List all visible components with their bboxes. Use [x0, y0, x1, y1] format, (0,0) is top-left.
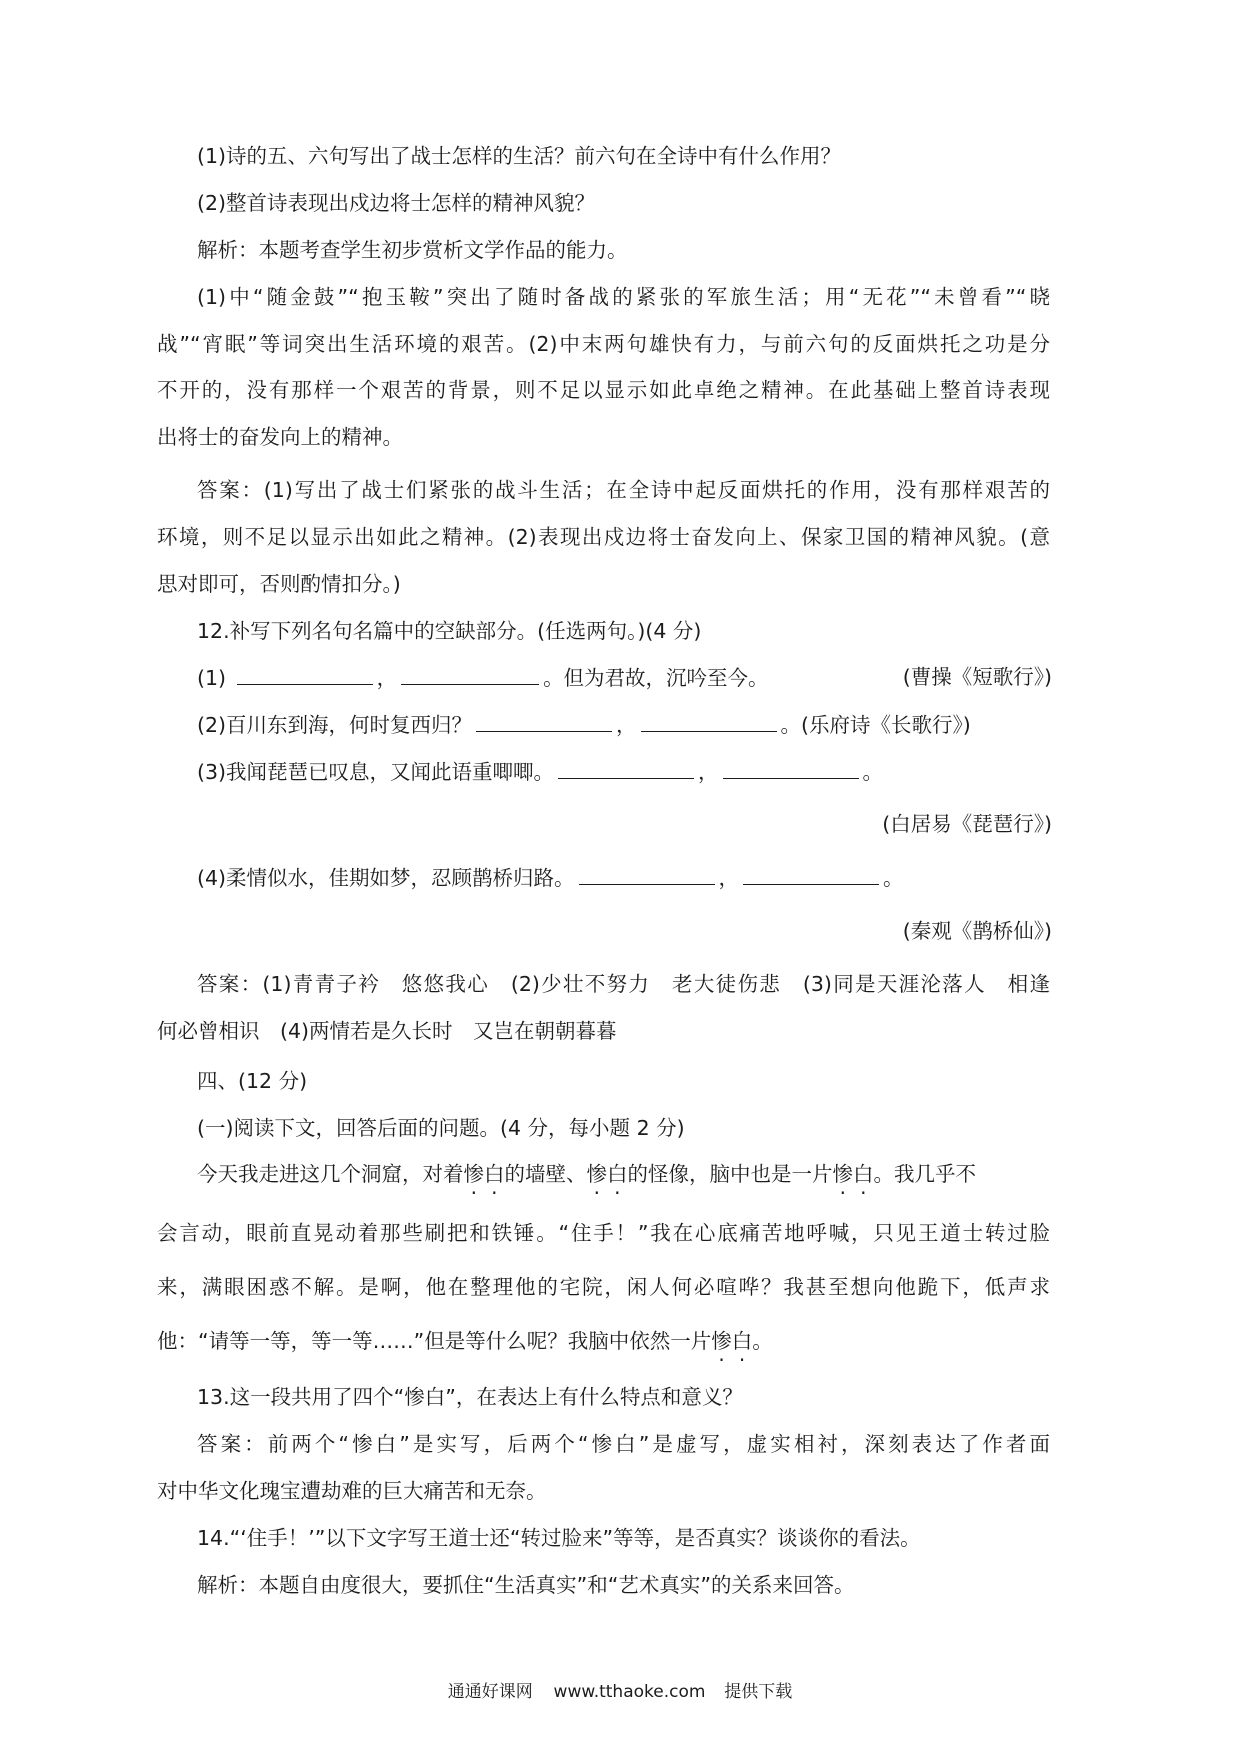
fill-blank-4-suffix: 。 — [883, 866, 904, 890]
answer-13-line-1: 答案：前两个“惨白”是实写，后两个“惨白”是虚写，虚实相衬，深刻表达了作者面 — [197, 1432, 1050, 1456]
question-12: 12.补写下列名句名篇中的空缺部分。(任选两句。)(4 分) — [197, 619, 702, 643]
analysis-label: 解析：本题考查学生初步赏析文学作品的能力。 — [197, 238, 628, 262]
passage-line-1 — [197, 1159, 1050, 1189]
analysis-line-1: (1)中“随金鼓”“抱玉鞍”突出了随时备战的紧张的军旅生活；用“无花”“未曾看”“晓 — [197, 285, 1050, 309]
passage-text: 。 — [752, 1329, 773, 1353]
emphasized-text — [464, 1159, 505, 1189]
answer-14: 解析：本题自由度很大，要抓住“生活真实”和“艺术真实”的关系来回答。 — [197, 1573, 855, 1597]
emphasized-word — [711, 1326, 752, 1356]
emphasized-text — [711, 1326, 752, 1356]
emphasis-dot-char: 白 — [853, 1162, 874, 1186]
fill-blank-1-comma: ， — [376, 666, 398, 690]
fill-blank-3-suffix: 。 — [862, 760, 884, 784]
emphasized-text — [587, 1159, 628, 1189]
emphasized-text — [833, 1159, 874, 1189]
footer-tail: 提供下载 — [724, 1682, 793, 1702]
blank-line — [723, 756, 859, 779]
answer-line-2: 环境，则不足以显示出如此之精神。(2)表现出戍边将士奋发向上、保家卫国的精神风貌。(意 — [157, 525, 1050, 549]
fill-blank-4-prefix: (4)柔情似水，佳期如梦，忍顾鹊桥归路。 — [197, 866, 575, 890]
fill-blank-2-comma: ， — [616, 713, 637, 737]
question-1: (1)诗的五、六句写出了战士怎样的生活？前六句在全诗中有什么作用？ — [197, 144, 842, 168]
passage-text: 。我几乎不 — [873, 1162, 976, 1186]
blank-line — [558, 756, 694, 779]
blank-line — [743, 862, 879, 885]
passage-text: 的墙壁、 — [504, 1162, 587, 1186]
fill-blank-3-prefix: (3)我闻琵琶已叹息，又闻此语重唧唧。 — [197, 760, 555, 784]
passage-text: 的怪像，脑中也是一片 — [627, 1162, 833, 1186]
blank-line — [476, 709, 612, 732]
fill-blank-1-source: (曹操《短歌行》) — [902, 665, 1052, 689]
blank-line — [641, 709, 777, 732]
passage-line-3: 来，满眼困惑不解。是啊，他在整理他的宅院，闲人何必喧哗？我甚至想向他跪下，低声求 — [157, 1275, 1050, 1299]
question-14: 14.“‘住手！’”以下文字写王道士还“转过脸来”等等，是否真实？谈谈你的看法。 — [197, 1526, 921, 1550]
emphasis-dot-char: 惨 — [711, 1329, 732, 1353]
emphasis-dot-char: 惨 — [463, 1162, 484, 1186]
footer-url[interactable]: www.tthaoke.com — [553, 1682, 706, 1702]
blank-line — [401, 662, 539, 685]
fill-blank-2-prefix: (2)百川东到海，何时复西归？ — [197, 713, 473, 737]
passage-text: 他：“请等一等，等一等……”但是等什么呢？我脑中依然一片 — [157, 1329, 712, 1353]
section-4-part-1: (一)阅读下文，回答后面的问题。(4 分，每小题 2 分) — [197, 1116, 685, 1140]
emphasized-word — [833, 1159, 874, 1189]
analysis-line-4: 出将士的奋发向上的精神。 — [157, 425, 403, 449]
fill-blank-4-source: (秦观《鹊桥仙》) — [902, 919, 1052, 943]
fill-blank-1-prefix: (1) — [197, 666, 233, 690]
fill-blank-1-suffix: 。但为君故，沉吟至今。 — [543, 666, 769, 690]
section-4-heading: 四、(12 分) — [197, 1069, 308, 1093]
passage-line-2: 会言动，眼前直晃动着那些刷把和铁锤。“住手！”我在心底痛苦地呼喊，只见王道士转过脸 — [157, 1221, 1050, 1245]
fill-blank-4-comma: ， — [718, 866, 740, 890]
fill-blank-1 — [197, 662, 769, 693]
answer-12-line-2: 何必曾相识 (4)两情若是久长时 又岂在朝朝暮暮 — [157, 1019, 617, 1043]
analysis-line-2: 战”“宵眠”等词突出生活环境的艰苦。(2)中末两句雄快有力，与前六句的反面烘托之功是分 — [157, 332, 1050, 356]
emphasized-word — [587, 1159, 628, 1189]
question-2: (2)整首诗表现出戍边将士怎样的精神风貌？ — [197, 191, 596, 215]
emphasis-dot-char: 白 — [484, 1162, 505, 1186]
fill-blank-3-source: (白居易《琵琶行》) — [882, 812, 1052, 836]
blank-line — [237, 662, 373, 685]
blank-line — [579, 862, 715, 885]
fill-blank-2-suffix: 。(乐府诗《长歌行》) — [780, 713, 971, 737]
answer-line-1: 答案：(1)写出了战士们紧张的战斗生活；在全诗中起反面烘托的作用，没有那样艰苦的 — [197, 478, 1050, 502]
question-13: 13.这一段共用了四个“惨白”，在表达上有什么特点和意义？ — [197, 1385, 743, 1409]
passage-line-4 — [157, 1326, 773, 1356]
emphasis-dot-char: 白 — [607, 1162, 628, 1186]
answer-12-line-1: 答案：(1)青青子衿 悠悠我心 (2)少壮不努力 老大徒伤悲 (3)同是天涯沦落人 相逢 — [197, 972, 1050, 996]
answer-13-line-2: 对中华文化瑰宝遭劫难的巨大痛苦和无奈。 — [157, 1479, 547, 1503]
answer-line-3: 思对即可，否则酌情扣分。) — [157, 572, 401, 596]
emphasis-dot-char: 惨 — [832, 1162, 853, 1186]
emphasis-dot-char: 白 — [731, 1329, 753, 1353]
page-footer — [0, 1680, 1240, 1704]
passage-text: 今天我走进这几个洞窟，对着 — [197, 1162, 464, 1186]
footer-site-name: 通通好课网 — [447, 1682, 533, 1702]
fill-blank-2 — [197, 709, 971, 740]
emphasized-word — [464, 1159, 505, 1189]
fill-blank-4 — [197, 862, 904, 893]
emphasis-dot-char: 惨 — [586, 1162, 607, 1186]
fill-blank-3-comma: ， — [698, 760, 719, 784]
fill-blank-3 — [197, 756, 883, 787]
analysis-line-3: 不开的，没有那样一个艰苦的背景，则不足以显示如此卓绝之精神。在此基础上整首诗表现 — [157, 378, 1050, 402]
